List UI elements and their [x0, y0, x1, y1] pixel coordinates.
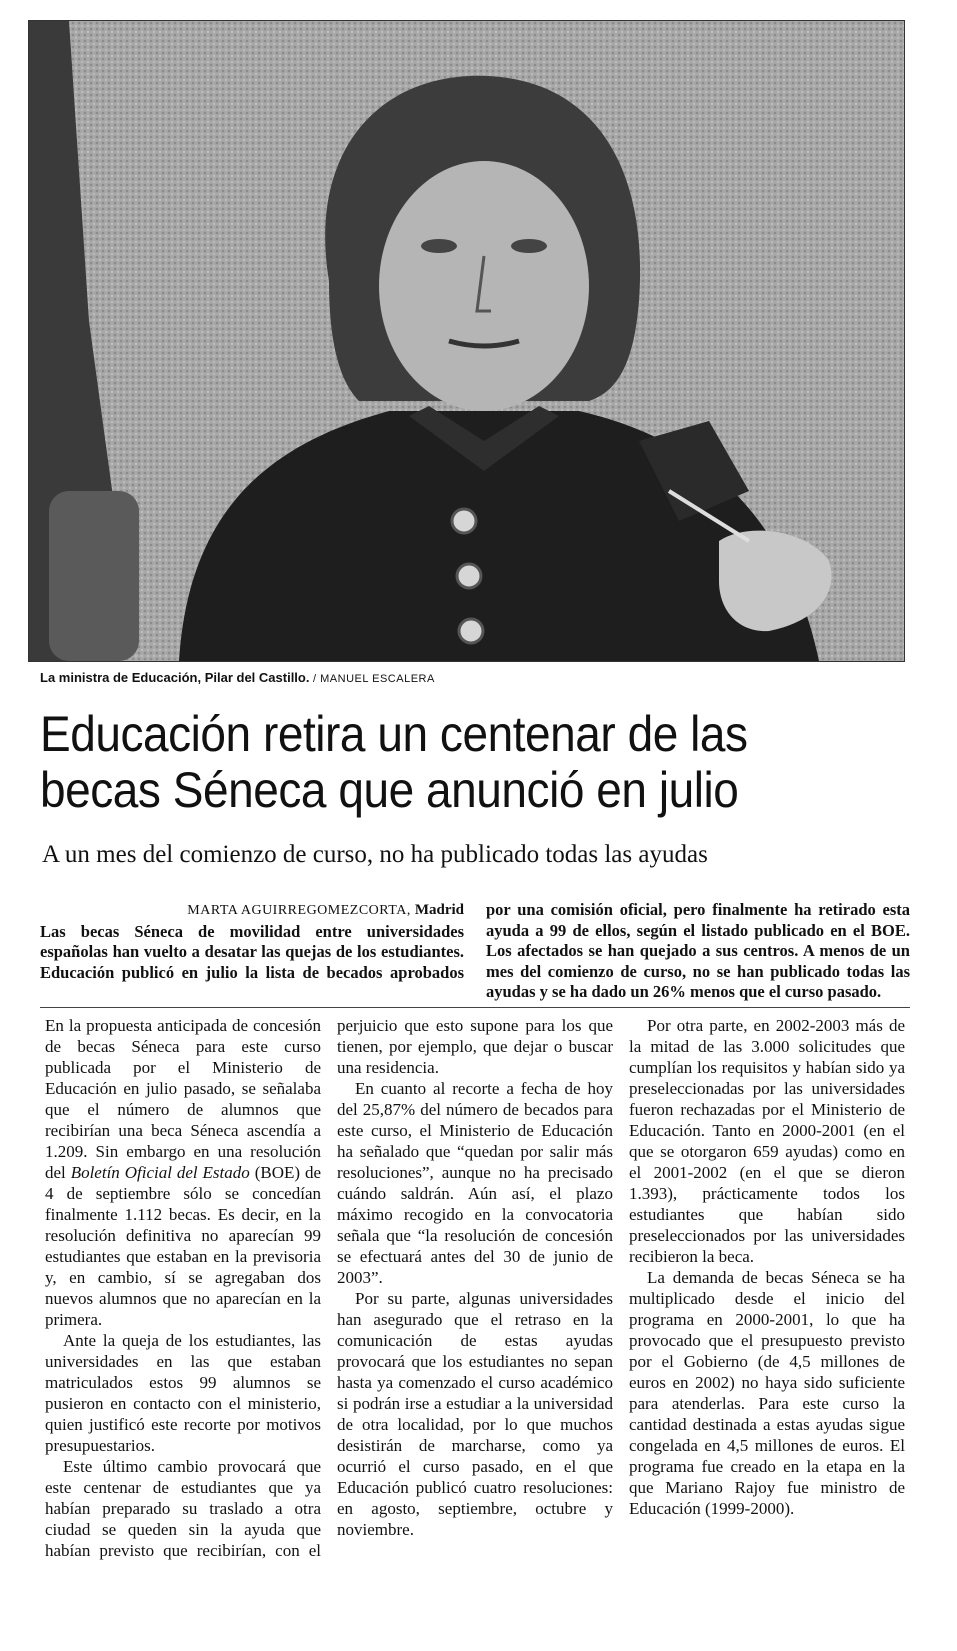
lead-paragraph: [40, 900, 910, 1003]
portrait-icon: [29, 21, 904, 661]
headline: [40, 706, 840, 818]
byline-author: MARTA AGUIRREGOMEZCORTA,: [187, 903, 411, 918]
photo-caption: [40, 670, 435, 685]
article-body: [45, 1015, 905, 1640]
body-p1-part-b: (BOE) de 4 de septiembre sólo se concedían finalmente 1.112 becas. Es decir, en la resolución definitiva no aparecían 99 estudiantes que estaban en la previsoria y, en cambio, sí se agregaban dos nuevos alumnos que no aparecían en la primera.: [45, 1163, 321, 1329]
body-paragraph-7: La demanda de becas Séneca se ha multiplicado desde el inicio del programa en 2000-2001, lo que ha provocado que el presupuesto previsto por el Gobierno (de 4,5 millones de euros en 2002) no haya sido suficiente para atenderlas. Para este curso la cantidad destinada a estas ayudas sigue congelada en 4,5 millones de euros. El programa fue creado en la etapa en la que Mariano Rajoy fue ministro de Educación (1999-2000).: [629, 1268, 905, 1518]
body-paragraph-2: Ante la queja de los estudiantes, las universidades en las que estaban matriculados estos 99 alumnos se pusieron en contacto con el ministerio, quien justificó este recorte por motivos presupuestarios.: [45, 1331, 321, 1455]
section-divider: [40, 1007, 910, 1008]
headline-line-2: becas Séneca que anunció en julio: [40, 762, 739, 818]
byline: [40, 900, 464, 922]
byline-place: Madrid: [414, 902, 464, 918]
subheadline: A un mes del comienzo de curso, no ha publicado todas las ayudas: [42, 841, 708, 868]
body-paragraph-3: Este último cambio provocará que este centenar de estudiantes que ya habían preparado su traslado a otra ciudad se queden sin la ayuda que habían previsto que recibirían, con el perjuicio que esto supone para los que tienen, por ejemplo, que dejar o buscar una residencia.: [45, 1016, 613, 1560]
caption-text: La ministra de Educación, Pilar del Castillo.: [40, 670, 310, 685]
body-paragraph-6: Por otra parte, en 2002-2003 más de la mitad de las 3.000 solicitudes que cumplían los requisitos y habían sido ya preseleccionadas por las universidades fueron rechazadas por el Ministerio de Educación. Tanto en 2000-2001 (en el que se otorgaron 659 ayudas) como en el 2001-2002 (en el que se dieron 1.393), prácticamente todos los estudiantes que habían sido preseleccionados por las universidades recibieron la beca.: [629, 1016, 905, 1266]
photo-credit: / MANUEL ESCALERA: [309, 673, 435, 685]
body-paragraph-1: [45, 1015, 321, 1330]
body-p1-italic: Boletín Oficial del Estado: [70, 1163, 250, 1182]
body-paragraph-5: Por su parte, algunas universidades han asegurado que el retraso en la comunicación de estas ayudas provocará que los estudiantes no sepan hasta ya comenzado el curso académico si podrán irse a estudiar a la universidad de otra localidad, por lo que muchos desistirán de marcharse, como ya ocurrió el curso pasado, en el que Educación publicó cuatro resoluciones: en agosto, septiembre, octubre y noviembre.: [337, 1289, 613, 1539]
headline-line-1: Educación retira un centenar de las: [40, 706, 748, 762]
lead-text: Las becas Séneca de movilidad entre universidades españolas han vuelto a desatar las quejas de los estudiantes. Educación publicó en julio la lista de becados aprobados por una comisión oficial, pero finalmente ha retirado esta ayuda a 99 de ellos, según el listado publicado en el BOE. Los afectados se han quejado a sus centros. A menos de un mes del comienzo de curso, no se han publicado todas las ayudas y se ha dado un 26% menos que el curso pasado.: [40, 900, 910, 1001]
body-paragraph-4: En cuanto al recorte a fecha de hoy del 25,87% del número de becados para este curso, el Ministerio de Educación ha señalado que “quedan por salir más resoluciones”, aunque no ha precisado cuándo saldrán. Aún así, el plazo máximo recogido en la convocatoria señala que “la resolución de concesión se efectuará antes del 30 de junio de 2003”.: [337, 1079, 613, 1287]
portrait-photo: [28, 20, 905, 662]
body-p1-part-a: En la propuesta anticipada de concesión de becas Séneca para este curso publicada por el Ministerio de Educación en julio pasado, se señalaba que el número de alumnos que recibirían una beca Séneca ascendía a 1.209. Sin embargo en una resolución del: [45, 1016, 321, 1182]
